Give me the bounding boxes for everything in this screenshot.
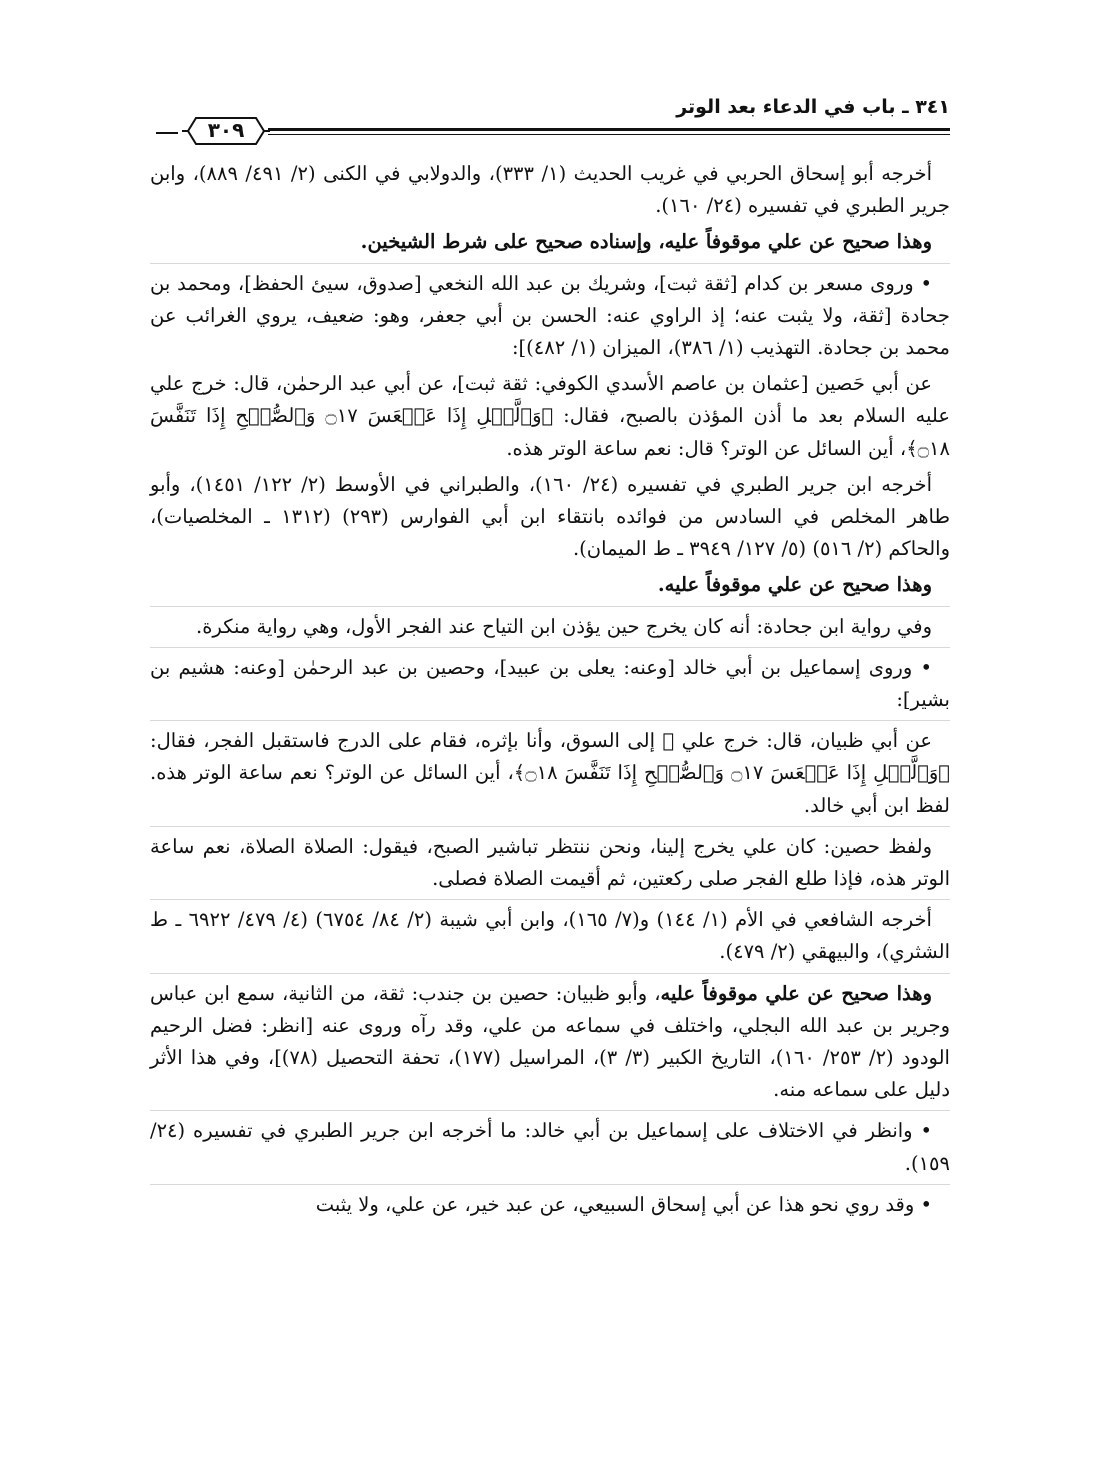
divider (150, 647, 950, 648)
page-number-ornament (180, 114, 272, 148)
paragraph-1: أخرجه أبو إسحاق الحربي في غريب الحديث (١/ ٣٣٣)، والدولابي في الكنى (٢/ ٤٩١/ ٨٨٩)، وابن جرير الطبري في تفسيره (٢٤/ ١٦٠). (150, 162, 950, 218)
paragraph-2-verdict: وهذا صحيح عن علي موقوفاً عليه، وإسناده صحيح على شرط الشيخين. (360, 230, 932, 254)
paragraph-4: عن أبي حَصين [عثمان بن عاصم الأسدي الكوفي: ثقة ثبت]، عن أبي عبد الرحمٰن، قال: خرج علي عليه السلام بعد ما أذن المؤذن بالصبح، فقال: ﴿وَٱلَّيۡلِ إِذَا عَسۡعَسَ ۝١٧ وَٱلصُّبۡحِ إِذَا تَنَفَّسَ ۝١٨﴾، أين السائل عن الوتر؟ قال: نعم ساعة الوتر هذه. (150, 372, 950, 460)
paragraph-12: وهذا صحيح عن علي موقوفاً عليه، وأبو ظبيان: حصين بن جندب: ثقة، من الثانية، سمع ابن عباس وجرير بن عبد الله البجلي، واختلف في سماعه من علي، وقد رآه وروى عنه [انظر: فضل الرحيم الودود (٢/ ٢٥٣/ ١٦٠)، التاريخ الكبير (٣/ ٣)، المراسيل (١٧٧)، تحفة التحصيل (٧٨)]، وفي هذا الأثر دليل على سماعه منه. (150, 981, 950, 1102)
paragraph-13: • وانظر في الاختلاف على إسماعيل بن أبي خالد: ما أخرجه ابن جرير الطبري في تفسيره (٢٤/ ١٥٩). (150, 1119, 950, 1175)
chapter-title: ٣٤١ ـ باب في الدعاء بعد الوتر (676, 96, 950, 118)
page-header (150, 94, 950, 144)
paragraph-7: وفي رواية ابن جحادة: أنه كان يخرج حين يؤذن ابن التياح عند الفجر الأول، وهي رواية منكرة. (196, 614, 932, 638)
page-number: ٣٠٩ (207, 118, 245, 142)
paragraph-12-bold-lead: وهذا صحيح عن علي موقوفاً عليه (660, 981, 932, 1005)
paragraph-14: • وقد روي نحو هذا عن أبي إسحاق السبيعي، عن عبد خير، عن علي، ولا يثبت (315, 1192, 932, 1216)
divider (150, 606, 950, 607)
page-body (150, 158, 950, 1388)
header-rule-left (156, 132, 178, 134)
header-rule-thin (268, 134, 950, 135)
paragraph-3: • وروى مسعر بن كدام [ثقة ثبت]، وشريك بن عبد الله النخعي [صدوق، سيئ الحفظ]، ومحمد بن جحادة [ثقة، ولا يثبت عنه؛ إذ الراوي عنه: الحسن بن أبي جعفر، وهو: ضعيف، يروي الغرائب عن محمد بن جحادة. التهذيب (١/ ٣٨٦)، الميزان (١/ ٤٨٢)]: (150, 271, 950, 360)
paragraph-11: أخرجه الشافعي في الأم (١/ ١٤٤) و(٧/ ١٦٥)، وابن أبي شيبة (٢/ ٨٤/ ٦٧٥٤) (٤/ ٤٧٩/ ٦٩٢٢ ـ ط الشثري)، والبيهقي (٢/ ٤٧٩). (150, 908, 950, 964)
paragraph-5: أخرجه ابن جرير الطبري في تفسيره (٢٤/ ١٦٠)، والطبراني في الأوسط (٢/ ١٢٢/ ١٤٥١)، وأبو طاهر المخلص في السادس من فوائده بانتقاء ابن أبي الفوارس (٢٩٣) (١٣١٢ ـ المخلصيات)، والحاكم (٢/ ٥١٦) (٥/ ١٢٧/ ٣٩٤٩ ـ ط الميمان). (150, 472, 951, 561)
divider (150, 1110, 950, 1111)
divider (150, 263, 950, 264)
paragraph-8: • وروى إسماعيل بن أبي خالد [وعنه: يعلى بن عبيد]، وحصين بن عبد الرحمٰن [وعنه: هشيم بن بشير]: (150, 655, 950, 712)
paragraph-6-verdict: وهذا صحيح عن علي موقوفاً عليه. (657, 573, 932, 597)
divider (150, 973, 950, 974)
divider (150, 720, 950, 721)
divider (150, 1184, 950, 1185)
paragraph-10: ولفظ حصين: كان علي يخرج إلينا، ونحن ننتظر تباشير الصبح، فيقول: الصلاة الصلاة، نعم ساعة الوتر هذه، فإذا طلع الفجر صلى ركعتين، ثم أقيمت الصلاة فصلى. (150, 834, 950, 891)
divider (150, 899, 950, 900)
paragraph-9: عن أبي ظبيان، قال: خرج علي ﷺ إلى السوق، وأنا بإثره، فقام على الدرج فاستقبل الفجر، فقال: ﴿وَٱلَّيۡلِ إِذَا عَسۡعَسَ ۝١٧ وَٱلصُّبۡحِ إِذَا تَنَفَّسَ ۝١٨﴾، أين السائل عن الوتر؟ نعم ساعة الوتر هذه. لفظ ابن أبي خالد. (150, 729, 951, 817)
header-rule-thick (268, 128, 950, 131)
divider (150, 826, 950, 827)
